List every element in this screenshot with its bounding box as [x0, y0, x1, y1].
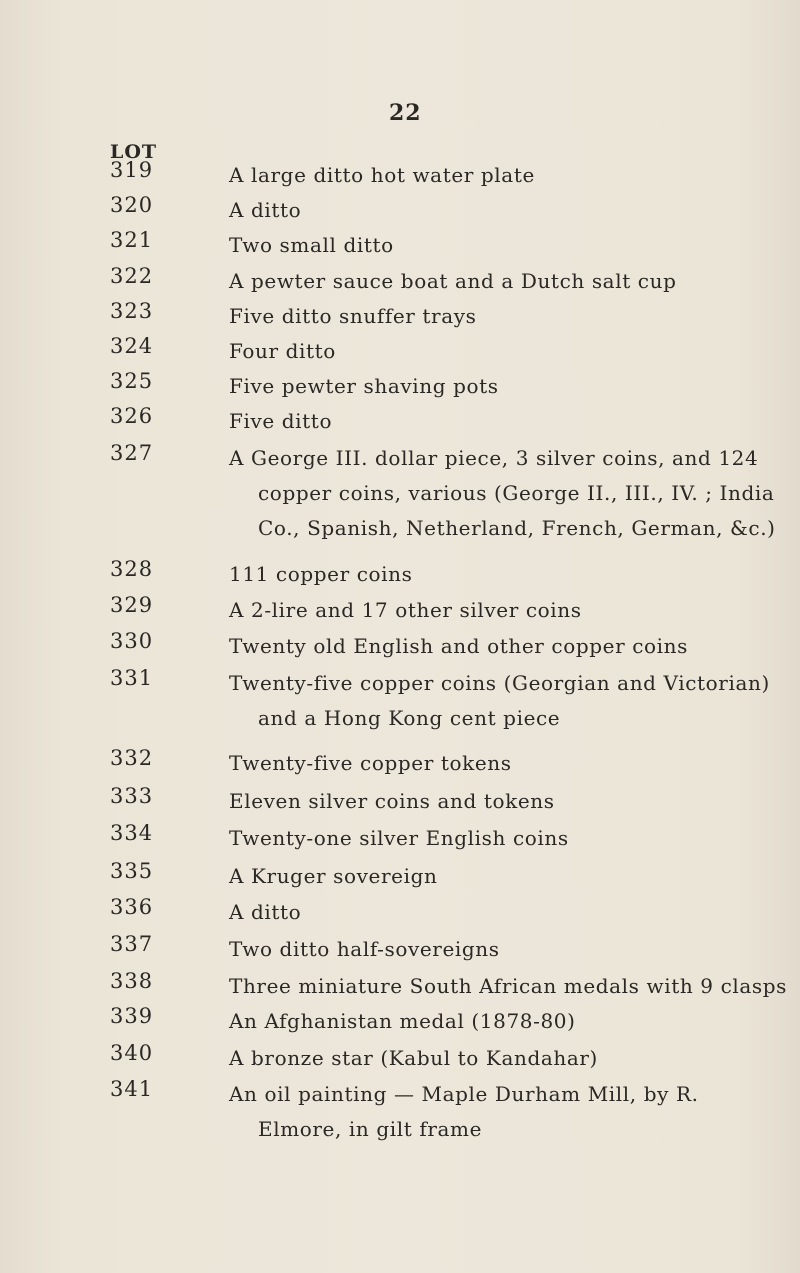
lot-description	[229, 932, 789, 967]
lot-description-line: A 2-lire and 17 other silver coins	[229, 598, 582, 622]
lot-number: 323	[110, 299, 154, 323]
lot-description-line: Eleven silver coins and tokens	[229, 789, 555, 813]
page-number: 22	[389, 100, 422, 126]
lot-description-line: A George III. dollar piece, 3 silver coins, and 124	[229, 446, 759, 470]
lot-description-line: A large ditto hot water plate	[229, 163, 535, 187]
lot-description	[229, 1004, 789, 1039]
lot-description	[229, 629, 789, 664]
lot-description	[229, 666, 789, 736]
lot-number: 333	[110, 784, 154, 808]
lot-description-line: Five ditto snuffer trays	[229, 304, 477, 328]
lot-description-line: A bronze star (Kabul to Kandahar)	[229, 1046, 598, 1070]
lot-number: 331	[110, 666, 154, 690]
lot-description-line: A Kruger sovereign	[229, 864, 438, 888]
lot-description-line: Twenty-one silver English coins	[229, 826, 569, 850]
lot-description-line: A pewter sauce boat and a Dutch salt cup	[229, 269, 677, 293]
lot-description-line: Two small ditto	[229, 233, 394, 257]
lot-number: 335	[110, 859, 154, 883]
lot-description	[229, 821, 789, 856]
lot-description	[229, 404, 789, 439]
lot-description-line: Three miniature South African medals with 9 clasps	[229, 974, 788, 998]
lot-number: 334	[110, 821, 154, 845]
lot-number: 325	[110, 369, 154, 393]
lot-description-line: 111 copper coins	[229, 562, 413, 586]
lot-description-line: Five ditto	[229, 409, 333, 433]
lot-description	[229, 557, 789, 592]
lot-number: 337	[110, 932, 154, 956]
lot-number: 328	[110, 557, 154, 581]
lot-number: 338	[110, 969, 154, 993]
lot-description	[229, 746, 789, 781]
lot-description-line: An Afghanistan medal (1878-80)	[229, 1009, 576, 1033]
lot-number: 341	[110, 1077, 154, 1101]
lot-number: 324	[110, 334, 154, 358]
lot-description-line: Four ditto	[229, 339, 336, 363]
lot-column-header: LOT	[110, 141, 158, 163]
lot-description	[229, 193, 789, 228]
lot-description	[229, 1077, 789, 1147]
lot-description-line: Two ditto half-sovereigns	[229, 937, 500, 961]
lot-description	[229, 895, 789, 930]
lot-description-line: An oil painting — Maple Durham Mill, by R.	[229, 1082, 699, 1106]
lot-description	[229, 593, 789, 628]
lot-description	[229, 264, 789, 299]
lot-description	[229, 969, 789, 1004]
lot-description-line: and a Hong Kong cent piece	[258, 706, 561, 730]
lot-description	[229, 158, 789, 193]
lot-description-line: Co., Spanish, Netherland, French, German, &c.)	[258, 516, 776, 540]
lot-description-line: Twenty-five copper coins (Georgian and Victorian)	[229, 671, 770, 695]
lot-description-line: A ditto	[229, 198, 302, 222]
lot-description	[229, 1041, 789, 1076]
lot-description	[229, 228, 789, 263]
lot-number: 321	[110, 228, 154, 252]
lot-description	[229, 369, 789, 404]
lot-number: 330	[110, 629, 154, 653]
lot-number: 336	[110, 895, 154, 919]
lot-description	[229, 784, 789, 819]
lot-description-line: Twenty-five copper tokens	[229, 751, 512, 775]
lot-description	[229, 299, 789, 334]
lot-description	[229, 441, 789, 546]
lot-description-line: Five pewter shaving pots	[229, 374, 499, 398]
lot-number: 322	[110, 264, 154, 288]
lot-description-line: Twenty old English and other copper coins	[229, 634, 688, 658]
lot-description-line: A ditto	[229, 900, 302, 924]
lot-number: 327	[110, 441, 154, 465]
lot-number: 320	[110, 193, 154, 217]
lot-description-line: copper coins, various (George II., III., IV. ; India	[258, 481, 775, 505]
lot-number: 326	[110, 404, 154, 428]
lot-description	[229, 334, 789, 369]
lot-number: 332	[110, 746, 154, 770]
lot-number: 319	[110, 158, 154, 182]
lot-number: 329	[110, 593, 154, 617]
lot-number: 340	[110, 1041, 154, 1065]
lot-number: 339	[110, 1004, 154, 1028]
lot-description-line: Elmore, in gilt frame	[258, 1117, 483, 1141]
lot-description	[229, 859, 789, 894]
